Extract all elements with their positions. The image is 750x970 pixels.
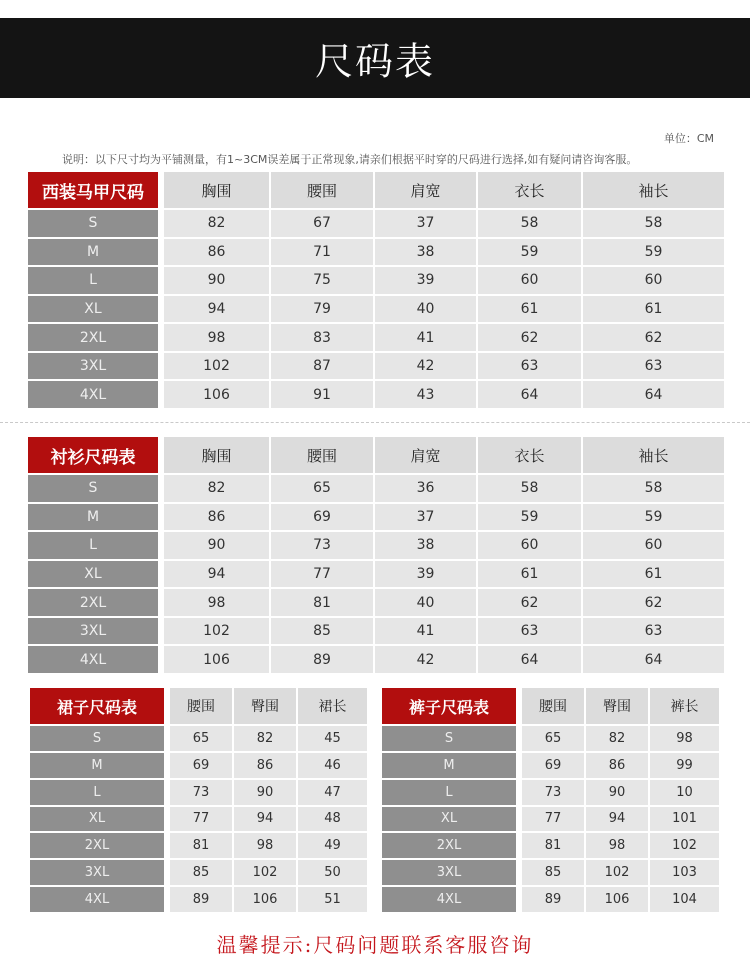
- table-row: [28, 296, 726, 325]
- measurement-cell: 51: [298, 887, 369, 914]
- measurement-cell: 75: [271, 267, 375, 296]
- size-label: 4XL: [382, 887, 522, 914]
- table-header-row: [382, 688, 721, 726]
- measurement-cell: 64: [478, 381, 583, 410]
- measurement-cell: 94: [586, 807, 650, 834]
- size-label: S: [28, 210, 164, 239]
- measurement-cell: 58: [583, 210, 726, 239]
- table-row: [382, 833, 721, 860]
- measurement-cell: 91: [271, 381, 375, 410]
- size-label: 2XL: [28, 589, 164, 618]
- measurement-cell: 49: [298, 833, 369, 860]
- table-name: 裤子尺码表: [382, 688, 522, 726]
- size-label: XL: [28, 296, 164, 325]
- size-label: M: [28, 504, 164, 533]
- measurement-cell: 102: [164, 618, 271, 647]
- measurement-cell: 40: [375, 589, 478, 618]
- measurement-cell: 61: [478, 561, 583, 590]
- measurement-cell: 89: [271, 646, 375, 675]
- table-row: [30, 726, 369, 753]
- size-label: 2XL: [28, 324, 164, 353]
- size-label: 4XL: [30, 887, 170, 914]
- table-row: [382, 887, 721, 914]
- measurement-cell: 86: [586, 753, 650, 780]
- size-label: XL: [382, 807, 522, 834]
- column-header: 腰围: [170, 688, 234, 726]
- measurement-cell: 98: [164, 324, 271, 353]
- measurement-cell: 86: [234, 753, 298, 780]
- measurement-cell: 39: [375, 561, 478, 590]
- measurement-cell: 89: [522, 887, 586, 914]
- measurement-cell: 86: [164, 239, 271, 268]
- measurement-cell: 60: [478, 532, 583, 561]
- measurement-cell: 106: [164, 381, 271, 410]
- table-row: [28, 267, 726, 296]
- measurement-cell: 81: [170, 833, 234, 860]
- table-row: [30, 833, 369, 860]
- measurement-cell: 62: [478, 589, 583, 618]
- measurement-cell: 64: [583, 381, 726, 410]
- column-header: 袖长: [583, 437, 726, 475]
- measurement-cell: 83: [271, 324, 375, 353]
- size-label: L: [30, 780, 170, 807]
- size-label: S: [28, 475, 164, 504]
- measurement-cell: 63: [478, 353, 583, 382]
- measurement-cell: 58: [478, 475, 583, 504]
- page-title: 尺码表: [314, 39, 436, 84]
- measurement-cell: 58: [478, 210, 583, 239]
- measurement-cell: 71: [271, 239, 375, 268]
- measurement-cell: 82: [164, 475, 271, 504]
- column-header: 肩宽: [375, 437, 478, 475]
- measurement-cell: 59: [478, 504, 583, 533]
- table-header-row: [28, 172, 726, 210]
- measurement-cell: 59: [583, 504, 726, 533]
- measurement-cell: 85: [271, 618, 375, 647]
- measurement-cell: 98: [164, 589, 271, 618]
- measurement-cell: 69: [271, 504, 375, 533]
- measurement-cell: 89: [170, 887, 234, 914]
- table-row: [28, 381, 726, 410]
- measurement-cell: 62: [478, 324, 583, 353]
- table-row: [28, 210, 726, 239]
- measurement-cell: 106: [586, 887, 650, 914]
- size-label: M: [30, 753, 170, 780]
- table-name: 裙子尺码表: [30, 688, 170, 726]
- table-row: [28, 475, 726, 504]
- measurement-cell: 77: [170, 807, 234, 834]
- column-header: 胸围: [164, 437, 271, 475]
- measurement-cell: 102: [234, 860, 298, 887]
- size-label: L: [28, 267, 164, 296]
- measurement-cell: 82: [234, 726, 298, 753]
- size-label: 4XL: [28, 381, 164, 410]
- measurement-cell: 41: [375, 324, 478, 353]
- measurement-cell: 60: [583, 267, 726, 296]
- column-header: 衣长: [478, 172, 583, 210]
- measurement-cell: 102: [650, 833, 721, 860]
- measurement-cell: 106: [234, 887, 298, 914]
- column-header: 腰围: [271, 172, 375, 210]
- table-row: [28, 589, 726, 618]
- measurement-cell: 86: [164, 504, 271, 533]
- measurement-cell: 77: [522, 807, 586, 834]
- measurement-cell: 10: [650, 780, 721, 807]
- measurement-cell: 73: [522, 780, 586, 807]
- measurement-cell: 69: [170, 753, 234, 780]
- measurement-cell: 87: [271, 353, 375, 382]
- measurement-cell: 59: [478, 239, 583, 268]
- column-header: 腰围: [522, 688, 586, 726]
- measurement-cell: 37: [375, 210, 478, 239]
- measurement-cell: 98: [586, 833, 650, 860]
- measurement-cell: 45: [298, 726, 369, 753]
- measurement-cell: 90: [164, 532, 271, 561]
- size-label: L: [382, 780, 522, 807]
- measurement-cell: 63: [478, 618, 583, 647]
- title-banner: [0, 18, 750, 98]
- measurement-note: 说明：以下尺寸均为平铺测量，有1~3CM误差属于正常现象,请亲们根据平时穿的尺码进行选择,如有疑问请咨询客服。: [62, 153, 638, 166]
- measurement-cell: 63: [583, 618, 726, 647]
- measurement-cell: 82: [164, 210, 271, 239]
- table-row: [28, 561, 726, 590]
- measurement-cell: 102: [164, 353, 271, 382]
- measurement-cell: 90: [234, 780, 298, 807]
- measurement-cell: 65: [522, 726, 586, 753]
- column-header: 袖长: [583, 172, 726, 210]
- measurement-cell: 102: [586, 860, 650, 887]
- shirt-size-table: [28, 437, 726, 675]
- size-label: 3XL: [30, 860, 170, 887]
- measurement-cell: 60: [583, 532, 726, 561]
- column-header: 腰围: [271, 437, 375, 475]
- column-header: 臀围: [586, 688, 650, 726]
- measurement-cell: 64: [478, 646, 583, 675]
- vest-size-table: [28, 172, 726, 410]
- size-label: M: [382, 753, 522, 780]
- measurement-cell: 42: [375, 353, 478, 382]
- measurement-cell: 81: [522, 833, 586, 860]
- size-label: 3XL: [382, 860, 522, 887]
- table-row: [28, 324, 726, 353]
- measurement-cell: 90: [164, 267, 271, 296]
- table-name: 西装马甲尺码: [28, 172, 164, 210]
- unit-label: 单位：CM: [663, 132, 714, 145]
- measurement-cell: 50: [298, 860, 369, 887]
- measurement-cell: 103: [650, 860, 721, 887]
- table-header-row: [30, 688, 369, 726]
- measurement-cell: 61: [583, 296, 726, 325]
- table-row: [28, 532, 726, 561]
- measurement-cell: 48: [298, 807, 369, 834]
- table-row: [30, 780, 369, 807]
- measurement-cell: 94: [234, 807, 298, 834]
- table-row: [382, 780, 721, 807]
- measurement-cell: 65: [271, 475, 375, 504]
- measurement-cell: 37: [375, 504, 478, 533]
- measurement-cell: 90: [586, 780, 650, 807]
- table-name: 衬衫尺码表: [28, 437, 164, 475]
- measurement-cell: 38: [375, 239, 478, 268]
- footer-tip: 温馨提示:尺码问题联系客服咨询: [216, 933, 534, 957]
- measurement-cell: 36: [375, 475, 478, 504]
- size-label: XL: [28, 561, 164, 590]
- size-label: S: [382, 726, 522, 753]
- measurement-cell: 41: [375, 618, 478, 647]
- measurement-cell: 64: [583, 646, 726, 675]
- table-row: [28, 353, 726, 382]
- size-label: S: [30, 726, 170, 753]
- measurement-cell: 98: [234, 833, 298, 860]
- measurement-cell: 79: [271, 296, 375, 325]
- table-row: [30, 887, 369, 914]
- measurement-cell: 42: [375, 646, 478, 675]
- measurement-cell: 73: [170, 780, 234, 807]
- measurement-cell: 40: [375, 296, 478, 325]
- measurement-cell: 69: [522, 753, 586, 780]
- size-label: XL: [30, 807, 170, 834]
- table-row: [382, 807, 721, 834]
- size-label: M: [28, 239, 164, 268]
- measurement-cell: 82: [586, 726, 650, 753]
- measurement-cell: 62: [583, 324, 726, 353]
- measurement-cell: 47: [298, 780, 369, 807]
- measurement-cell: 99: [650, 753, 721, 780]
- pants-size-table: [382, 688, 721, 914]
- measurement-cell: 94: [164, 296, 271, 325]
- measurement-cell: 46: [298, 753, 369, 780]
- table-row: [382, 726, 721, 753]
- skirt-size-table: [30, 688, 369, 914]
- measurement-cell: 62: [583, 589, 726, 618]
- table-header-row: [28, 437, 726, 475]
- measurement-cell: 59: [583, 239, 726, 268]
- measurement-cell: 94: [164, 561, 271, 590]
- measurement-cell: 61: [478, 296, 583, 325]
- measurement-cell: 63: [583, 353, 726, 382]
- column-header: 裙长: [298, 688, 369, 726]
- table-row: [28, 504, 726, 533]
- measurement-cell: 101: [650, 807, 721, 834]
- column-header: 衣长: [478, 437, 583, 475]
- table-row: [28, 618, 726, 647]
- measurement-cell: 67: [271, 210, 375, 239]
- measurement-cell: 60: [478, 267, 583, 296]
- measurement-cell: 81: [271, 589, 375, 618]
- table-row: [28, 646, 726, 675]
- column-header: 臀围: [234, 688, 298, 726]
- column-header: 裤长: [650, 688, 721, 726]
- table-row: [28, 239, 726, 268]
- measurement-cell: 73: [271, 532, 375, 561]
- measurement-cell: 85: [522, 860, 586, 887]
- measurement-cell: 65: [170, 726, 234, 753]
- table-row: [382, 860, 721, 887]
- size-label: 2XL: [382, 833, 522, 860]
- measurement-cell: 77: [271, 561, 375, 590]
- size-label: L: [28, 532, 164, 561]
- measurement-cell: 61: [583, 561, 726, 590]
- table-row: [30, 807, 369, 834]
- measurement-cell: 98: [650, 726, 721, 753]
- table-row: [382, 753, 721, 780]
- section-divider: [0, 422, 750, 423]
- measurement-cell: 39: [375, 267, 478, 296]
- size-label: 3XL: [28, 618, 164, 647]
- size-label: 3XL: [28, 353, 164, 382]
- table-row: [30, 753, 369, 780]
- measurement-cell: 85: [170, 860, 234, 887]
- measurement-cell: 38: [375, 532, 478, 561]
- column-header: 肩宽: [375, 172, 478, 210]
- column-header: 胸围: [164, 172, 271, 210]
- measurement-cell: 106: [164, 646, 271, 675]
- size-label: 4XL: [28, 646, 164, 675]
- measurement-cell: 58: [583, 475, 726, 504]
- measurement-cell: 43: [375, 381, 478, 410]
- table-row: [30, 860, 369, 887]
- size-label: 2XL: [30, 833, 170, 860]
- measurement-cell: 104: [650, 887, 721, 914]
